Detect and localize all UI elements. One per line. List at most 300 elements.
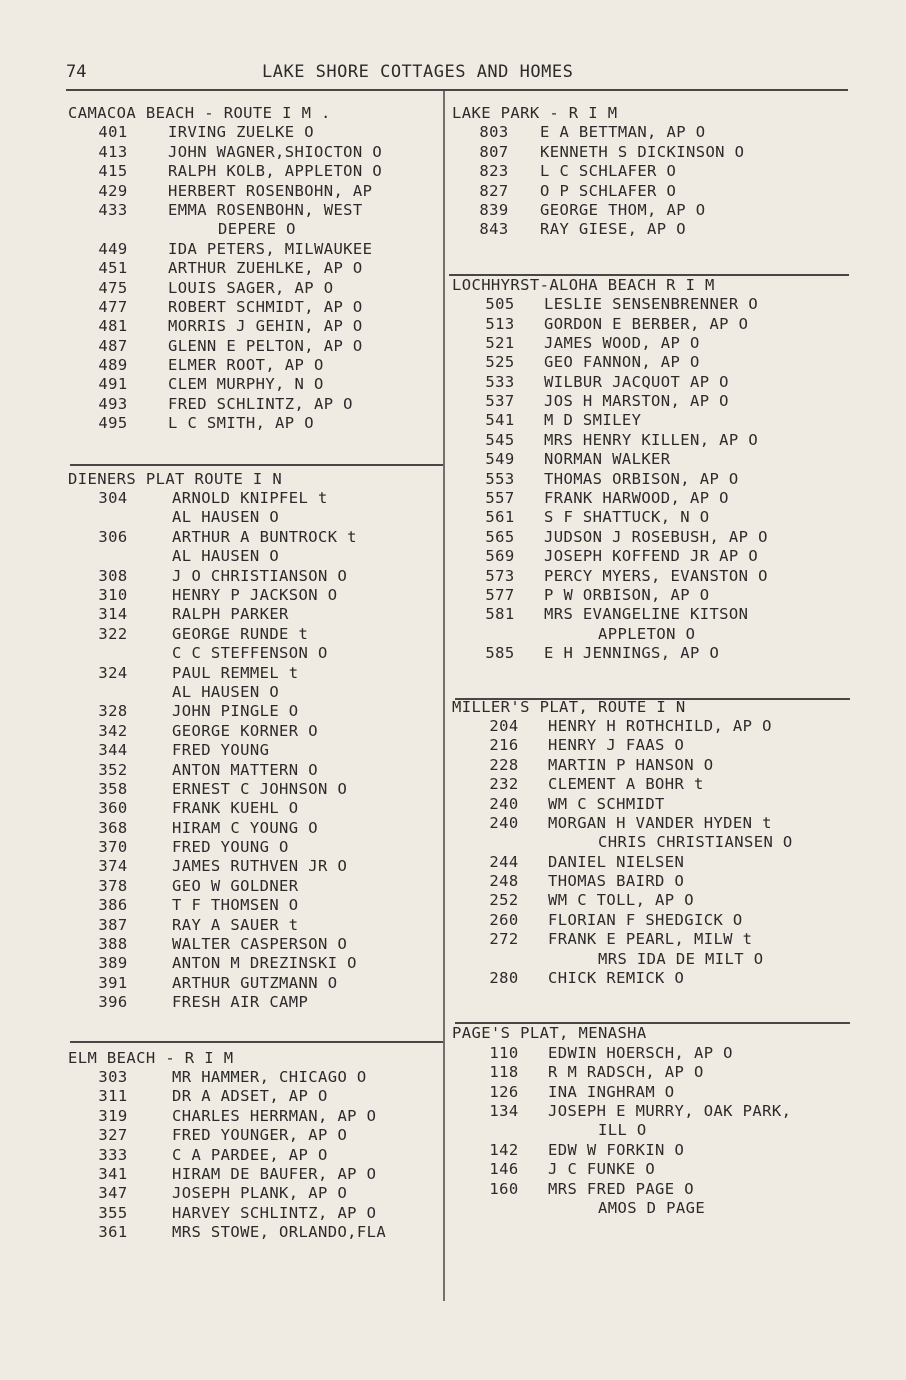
list-item <box>68 1146 443 1165</box>
resident-name: THOMAS BAIRD O <box>548 872 685 891</box>
list-item <box>452 833 852 852</box>
resident-name: P W ORBISON, AP O <box>544 585 710 604</box>
list-item <box>68 702 443 721</box>
resident-name: FRED YOUNG <box>172 741 270 760</box>
resident-name: IRVING ZUELKE O <box>168 123 314 142</box>
list-item <box>68 220 443 239</box>
cottage-number: 240 <box>489 813 519 832</box>
list-item <box>452 1141 852 1160</box>
list-item <box>452 795 852 814</box>
list-item <box>452 717 852 736</box>
cottage-number: 803 <box>479 123 509 142</box>
list-item <box>68 259 443 278</box>
list-item <box>68 605 443 624</box>
list-item <box>452 450 852 469</box>
list-item <box>68 683 443 702</box>
resident-name: RALPH KOLB, APPLETON O <box>168 162 383 181</box>
list-item <box>452 872 852 891</box>
resident-name: MR HAMMER, CHICAGO O <box>172 1067 367 1086</box>
resident-name: C C STEFFENSON O <box>172 644 328 663</box>
resident-name: ARTHUR ZUEHLKE, AP O <box>168 259 363 278</box>
resident-name: T F THOMSEN O <box>172 896 299 915</box>
section-camacoa-beach <box>68 104 443 434</box>
list-item <box>68 741 443 760</box>
resident-name: E A BETTMAN, AP O <box>540 123 706 142</box>
section-title: CAMACOA BEACH - ROUTE I M . <box>68 104 331 122</box>
list-item <box>452 891 852 910</box>
cottage-number: 216 <box>489 736 519 755</box>
list-item <box>68 547 443 566</box>
resident-name: JAMES WOOD, AP O <box>544 333 700 352</box>
resident-name: ARTHUR A BUNTROCK t <box>172 527 357 546</box>
cottage-number: 327 <box>98 1126 128 1145</box>
resident-name: ANTON M DREZINSKI O <box>172 954 357 973</box>
resident-name: LOUIS SAGER, AP O <box>168 278 334 297</box>
list-item <box>452 528 852 547</box>
cottage-number: 415 <box>98 162 128 181</box>
list-item <box>68 974 443 993</box>
cottage-number: 823 <box>479 162 509 181</box>
cottage-number: 347 <box>98 1184 128 1203</box>
cottage-number: 839 <box>479 200 509 219</box>
resident-name: HENRY J FAAS O <box>548 736 685 755</box>
list-item <box>68 317 443 336</box>
column-divider <box>443 91 445 1301</box>
list-item <box>68 143 443 162</box>
list-item <box>452 123 852 142</box>
resident-name: LESLIE SENSENBRENNER O <box>544 295 759 314</box>
cottage-number: 304 <box>98 489 128 508</box>
resident-name: CHARLES HERRMAN, AP O <box>172 1106 377 1125</box>
resident-name: CHRIS CHRISTIANSEN O <box>598 833 793 852</box>
cottage-number: 449 <box>98 239 128 258</box>
cottage-number: 401 <box>98 123 128 142</box>
resident-name: AMOS D PAGE <box>598 1198 706 1217</box>
list-item <box>452 911 852 930</box>
cottage-number: 248 <box>489 872 519 891</box>
resident-name: GLENN E PELTON, AP O <box>168 336 363 355</box>
resident-name: RAY GIESE, AP O <box>540 220 686 239</box>
resident-name: HENRY H ROTHCHILD, AP O <box>548 716 772 735</box>
resident-name: MRS FRED PAGE O <box>548 1179 694 1198</box>
list-item <box>452 508 852 527</box>
cottage-number: 333 <box>98 1145 128 1164</box>
resident-name: J O CHRISTIANSON O <box>172 566 348 585</box>
resident-name: FRED YOUNGER, AP O <box>172 1126 348 1145</box>
resident-name: GORDON E BERBER, AP O <box>544 314 749 333</box>
resident-name: WM C TOLL, AP O <box>548 891 694 910</box>
cottage-number: 252 <box>489 891 519 910</box>
list-item <box>68 799 443 818</box>
list-item <box>68 819 443 838</box>
list-item <box>452 411 852 430</box>
resident-name: JOHN WAGNER,SHIOCTON O <box>168 142 383 161</box>
spacer <box>452 664 852 698</box>
resident-name: C A PARDEE, AP O <box>172 1145 328 1164</box>
resident-name: FRANK E PEARL, MILW t <box>548 930 753 949</box>
resident-name: HIRAM C YOUNG O <box>172 818 318 837</box>
resident-name: MRS HENRY KILLEN, AP O <box>544 430 759 449</box>
list-item <box>452 489 852 508</box>
resident-name: CHICK REMICK O <box>548 969 685 988</box>
resident-name: MORRIS J GEHIN, AP O <box>168 317 363 336</box>
cottage-number: 374 <box>98 857 128 876</box>
list-item <box>68 993 443 1012</box>
cottage-number: 487 <box>98 336 128 355</box>
list-item <box>68 838 443 857</box>
cottage-number: 240 <box>489 794 519 813</box>
list-item <box>68 201 443 220</box>
list-item <box>452 295 852 314</box>
cottage-number: 314 <box>98 605 128 624</box>
resident-name: O P SCHLAFER O <box>540 181 677 200</box>
cottage-number: 160 <box>489 1179 519 1198</box>
resident-name: HENRY P JACKSON O <box>172 585 338 604</box>
list-item <box>68 896 443 915</box>
list-item <box>452 373 852 392</box>
cottage-number: 533 <box>485 372 515 391</box>
resident-name: INA INGHRAM O <box>548 1082 675 1101</box>
resident-name: EMMA ROSENBOHN, WEST <box>168 200 363 219</box>
list-item <box>452 315 852 334</box>
resident-name: CLEM MURPHY, N O <box>168 375 324 394</box>
cottage-number: 360 <box>98 799 128 818</box>
list-item <box>452 1160 852 1179</box>
cottage-number: 386 <box>98 896 128 915</box>
list-item <box>68 1126 443 1145</box>
list-item <box>68 761 443 780</box>
list-item <box>68 414 443 433</box>
cottage-number: 134 <box>489 1101 519 1120</box>
list-item <box>452 220 852 239</box>
list-item <box>68 337 443 356</box>
cottage-number: 352 <box>98 760 128 779</box>
list-item <box>452 756 852 775</box>
cottage-number: 495 <box>98 414 128 433</box>
cottage-number: 557 <box>485 489 515 508</box>
resident-name: GEORGE KORNER O <box>172 721 318 740</box>
resident-name: THOMAS ORBISON, AP O <box>544 469 739 488</box>
cottage-number: 396 <box>98 993 128 1012</box>
cottage-number: 525 <box>485 353 515 372</box>
cottage-number: 521 <box>485 333 515 352</box>
cottage-number: 142 <box>489 1140 519 1159</box>
spacer <box>452 988 852 1024</box>
list-item <box>68 954 443 973</box>
cottage-number: 310 <box>98 585 128 604</box>
list-item <box>68 298 443 317</box>
cottage-number: 451 <box>98 259 128 278</box>
section-pages-plat <box>452 1024 852 1218</box>
resident-name: EDWIN HOERSCH, AP O <box>548 1043 733 1062</box>
cottage-number: 341 <box>98 1164 128 1183</box>
cottage-number: 827 <box>479 181 509 200</box>
cottage-number: 513 <box>485 314 515 333</box>
cottage-number: 388 <box>98 935 128 954</box>
resident-name: ERNEST C JOHNSON O <box>172 779 348 798</box>
cottage-number: 389 <box>98 954 128 973</box>
list-item <box>68 162 443 181</box>
resident-name: ANTON MATTERN O <box>172 760 318 779</box>
resident-name: JOS H MARSTON, AP O <box>544 392 729 411</box>
list-item <box>68 722 443 741</box>
resident-name: EDW W FORKIN O <box>548 1140 685 1159</box>
cottage-number: 322 <box>98 624 128 643</box>
list-item <box>452 586 852 605</box>
cottage-number: 328 <box>98 702 128 721</box>
resident-name: DANIEL NIELSEN <box>548 852 685 871</box>
resident-name: GEO FANNON, AP O <box>544 353 700 372</box>
cottage-number: 344 <box>98 741 128 760</box>
list-item <box>452 567 852 586</box>
resident-name: ILL O <box>598 1121 647 1140</box>
cottage-number: 303 <box>98 1067 128 1086</box>
cottage-number: 505 <box>485 295 515 314</box>
cottage-number: 272 <box>489 930 519 949</box>
list-item <box>452 1199 852 1218</box>
list-item <box>452 201 852 220</box>
cottage-number: 370 <box>98 838 128 857</box>
cottage-number: 355 <box>98 1203 128 1222</box>
list-item <box>68 395 443 414</box>
section-lochhyrst-aloha-beach <box>452 276 852 664</box>
cottage-number: 378 <box>98 876 128 895</box>
section-elm-beach <box>68 1049 443 1243</box>
list-item <box>452 1083 852 1102</box>
list-item <box>452 969 852 988</box>
cottage-number: 324 <box>98 663 128 682</box>
cottage-number: 433 <box>98 200 128 219</box>
resident-name: JOSEPH PLANK, AP O <box>172 1184 348 1203</box>
list-item <box>68 857 443 876</box>
list-item <box>68 625 443 644</box>
list-item <box>452 736 852 755</box>
list-item <box>68 1107 443 1126</box>
list-item <box>68 489 443 508</box>
cottage-number: 228 <box>489 755 519 774</box>
cottage-number: 110 <box>489 1043 519 1062</box>
cottage-number: 537 <box>485 392 515 411</box>
resident-name: PERCY MYERS, EVANSTON O <box>544 566 768 585</box>
list-item <box>68 780 443 799</box>
resident-name: DR A ADSET, AP O <box>172 1087 328 1106</box>
section-title: MILLER'S PLAT, ROUTE I N <box>452 697 686 716</box>
list-item <box>68 1068 443 1087</box>
spacer <box>68 1013 443 1049</box>
resident-name: AL HAUSEN O <box>172 547 280 566</box>
page-number: 74 <box>66 62 87 82</box>
resident-name: FRESH AIR CAMP <box>172 993 309 1012</box>
page-header <box>0 62 906 86</box>
resident-name: WALTER CASPERSON O <box>172 935 348 954</box>
header-rule <box>66 89 848 91</box>
spacer <box>452 240 852 276</box>
cottage-number: 549 <box>485 450 515 469</box>
list-item <box>452 143 852 162</box>
section-lake-park <box>452 104 852 240</box>
resident-name: FRANK KUEHL O <box>172 799 299 818</box>
resident-name: RAY A SAUER t <box>172 915 299 934</box>
resident-name: HERBERT ROSENBOHN, AP <box>168 181 373 200</box>
cottage-number: 358 <box>98 779 128 798</box>
resident-name: PAUL REMMEL t <box>172 663 299 682</box>
list-item <box>68 1223 443 1242</box>
cottage-number: 541 <box>485 411 515 430</box>
cottage-number: 545 <box>485 430 515 449</box>
list-item <box>452 392 852 411</box>
resident-name: APPLETON O <box>598 624 696 643</box>
cottage-number: 477 <box>98 297 128 316</box>
list-item <box>452 547 852 566</box>
resident-name: M D SMILEY <box>544 411 642 430</box>
list-item <box>452 182 852 201</box>
cottage-number: 126 <box>489 1082 519 1101</box>
section-title: PAGE'S PLAT, MENASHA <box>452 1024 647 1043</box>
resident-name: L C SMITH, AP O <box>168 414 314 433</box>
cottage-number: 561 <box>485 508 515 527</box>
list-item <box>452 431 852 450</box>
list-item <box>452 814 852 833</box>
cottage-number: 311 <box>98 1087 128 1106</box>
resident-name: ARTHUR GUTZMANN O <box>172 973 338 992</box>
cottage-number: 308 <box>98 566 128 585</box>
resident-name: AL HAUSEN O <box>172 508 280 527</box>
list-item <box>68 916 443 935</box>
list-item <box>452 353 852 372</box>
cottage-number: 565 <box>485 527 515 546</box>
list-item <box>452 950 852 969</box>
resident-name: AL HAUSEN O <box>172 682 280 701</box>
list-item <box>452 775 852 794</box>
resident-name: MARTIN P HANSON O <box>548 755 714 774</box>
cottage-number: 481 <box>98 317 128 336</box>
list-item <box>452 625 852 644</box>
list-item <box>68 877 443 896</box>
spacer <box>68 434 443 470</box>
page-title: LAKE SHORE COTTAGES AND HOMES <box>262 62 574 82</box>
list-item <box>452 930 852 949</box>
list-item <box>68 1184 443 1203</box>
resident-name: FRED SCHLINTZ, AP O <box>168 394 353 413</box>
resident-name: ELMER ROOT, AP O <box>168 356 324 375</box>
list-item <box>68 508 443 527</box>
list-item <box>452 470 852 489</box>
cottage-number: 569 <box>485 547 515 566</box>
resident-name: ROBERT SCHMIDT, AP O <box>168 297 363 316</box>
resident-name: MORGAN H VANDER HYDEN t <box>548 813 772 832</box>
cottage-number: 807 <box>479 142 509 161</box>
cottage-number: 306 <box>98 527 128 546</box>
cottage-number: 280 <box>489 969 519 988</box>
cottage-number: 391 <box>98 973 128 992</box>
resident-name: GEO W GOLDNER <box>172 876 299 895</box>
resident-name: JOSEPH E MURRY, OAK PARK, <box>548 1101 792 1120</box>
cottage-number: 843 <box>479 220 509 239</box>
section-title: ELM BEACH - R I M <box>68 1048 234 1067</box>
cottage-number: 475 <box>98 278 128 297</box>
list-item <box>68 279 443 298</box>
resident-name: GEORGE RUNDE t <box>172 624 309 643</box>
section-dieners-plat <box>68 470 443 1013</box>
resident-name: MRS IDA DE MILT O <box>598 949 764 968</box>
cottage-number: 573 <box>485 566 515 585</box>
resident-name: E H JENNINGS, AP O <box>544 644 720 663</box>
list-item <box>452 1102 852 1121</box>
resident-name: JOHN PINGLE O <box>172 702 299 721</box>
left-column <box>68 104 443 1242</box>
resident-name: NORMAN WALKER <box>544 450 671 469</box>
cottage-number: 577 <box>485 585 515 604</box>
resident-name: R M RADSCH, AP O <box>548 1063 704 1082</box>
list-item <box>68 123 443 142</box>
resident-name: GEORGE THOM, AP O <box>540 200 706 219</box>
resident-name: KENNETH S DICKINSON O <box>540 142 745 161</box>
resident-name: FLORIAN F SHEDGICK O <box>548 910 743 929</box>
list-item <box>68 1204 443 1223</box>
cottage-number: 387 <box>98 915 128 934</box>
right-column <box>452 104 852 1218</box>
cottage-number: 260 <box>489 910 519 929</box>
cottage-number: 342 <box>98 721 128 740</box>
list-item <box>452 1044 852 1063</box>
resident-name: FRANK HARWOOD, AP O <box>544 489 729 508</box>
section-title: LOCHHYRST-ALOHA BEACH R I M <box>452 275 715 294</box>
cottage-number: 493 <box>98 394 128 413</box>
cottage-number: 146 <box>489 1160 519 1179</box>
cottage-number: 232 <box>489 775 519 794</box>
list-item <box>68 664 443 683</box>
cottage-number: 553 <box>485 469 515 488</box>
list-item <box>452 1180 852 1199</box>
cottage-number: 581 <box>485 605 515 624</box>
resident-name: IDA PETERS, MILWAUKEE <box>168 239 373 258</box>
resident-name: FRED YOUNG O <box>172 838 289 857</box>
list-item <box>68 567 443 586</box>
list-item <box>68 182 443 201</box>
cottage-number: 204 <box>489 716 519 735</box>
list-item <box>68 240 443 259</box>
resident-name: S F SHATTUCK, N O <box>544 508 710 527</box>
cottage-number: 489 <box>98 356 128 375</box>
resident-name: RALPH PARKER <box>172 605 289 624</box>
cottage-number: 429 <box>98 181 128 200</box>
cottage-number: 319 <box>98 1106 128 1125</box>
cottage-number: 413 <box>98 142 128 161</box>
cottage-number: 361 <box>98 1223 128 1242</box>
list-item <box>68 935 443 954</box>
list-item <box>452 853 852 872</box>
list-item <box>68 644 443 663</box>
resident-name: HIRAM DE BAUFER, AP O <box>172 1164 377 1183</box>
resident-name: JAMES RUTHVEN JR O <box>172 857 348 876</box>
cottage-number: 585 <box>485 644 515 663</box>
list-item <box>68 1165 443 1184</box>
list-item <box>68 356 443 375</box>
resident-name: L C SCHLAFER O <box>540 162 677 181</box>
resident-name: WM C SCHMIDT <box>548 794 665 813</box>
list-item <box>68 1087 443 1106</box>
list-item <box>68 528 443 547</box>
cottage-number: 244 <box>489 852 519 871</box>
resident-name: MRS EVANGELINE KITSON <box>544 605 749 624</box>
list-item <box>68 586 443 605</box>
section-title: LAKE PARK - R I M <box>452 104 618 122</box>
resident-name: JUDSON J ROSEBUSH, AP O <box>544 527 768 546</box>
resident-name: DEPERE O <box>218 220 296 239</box>
cottage-number: 491 <box>98 375 128 394</box>
list-item <box>452 162 852 181</box>
list-item <box>68 375 443 394</box>
